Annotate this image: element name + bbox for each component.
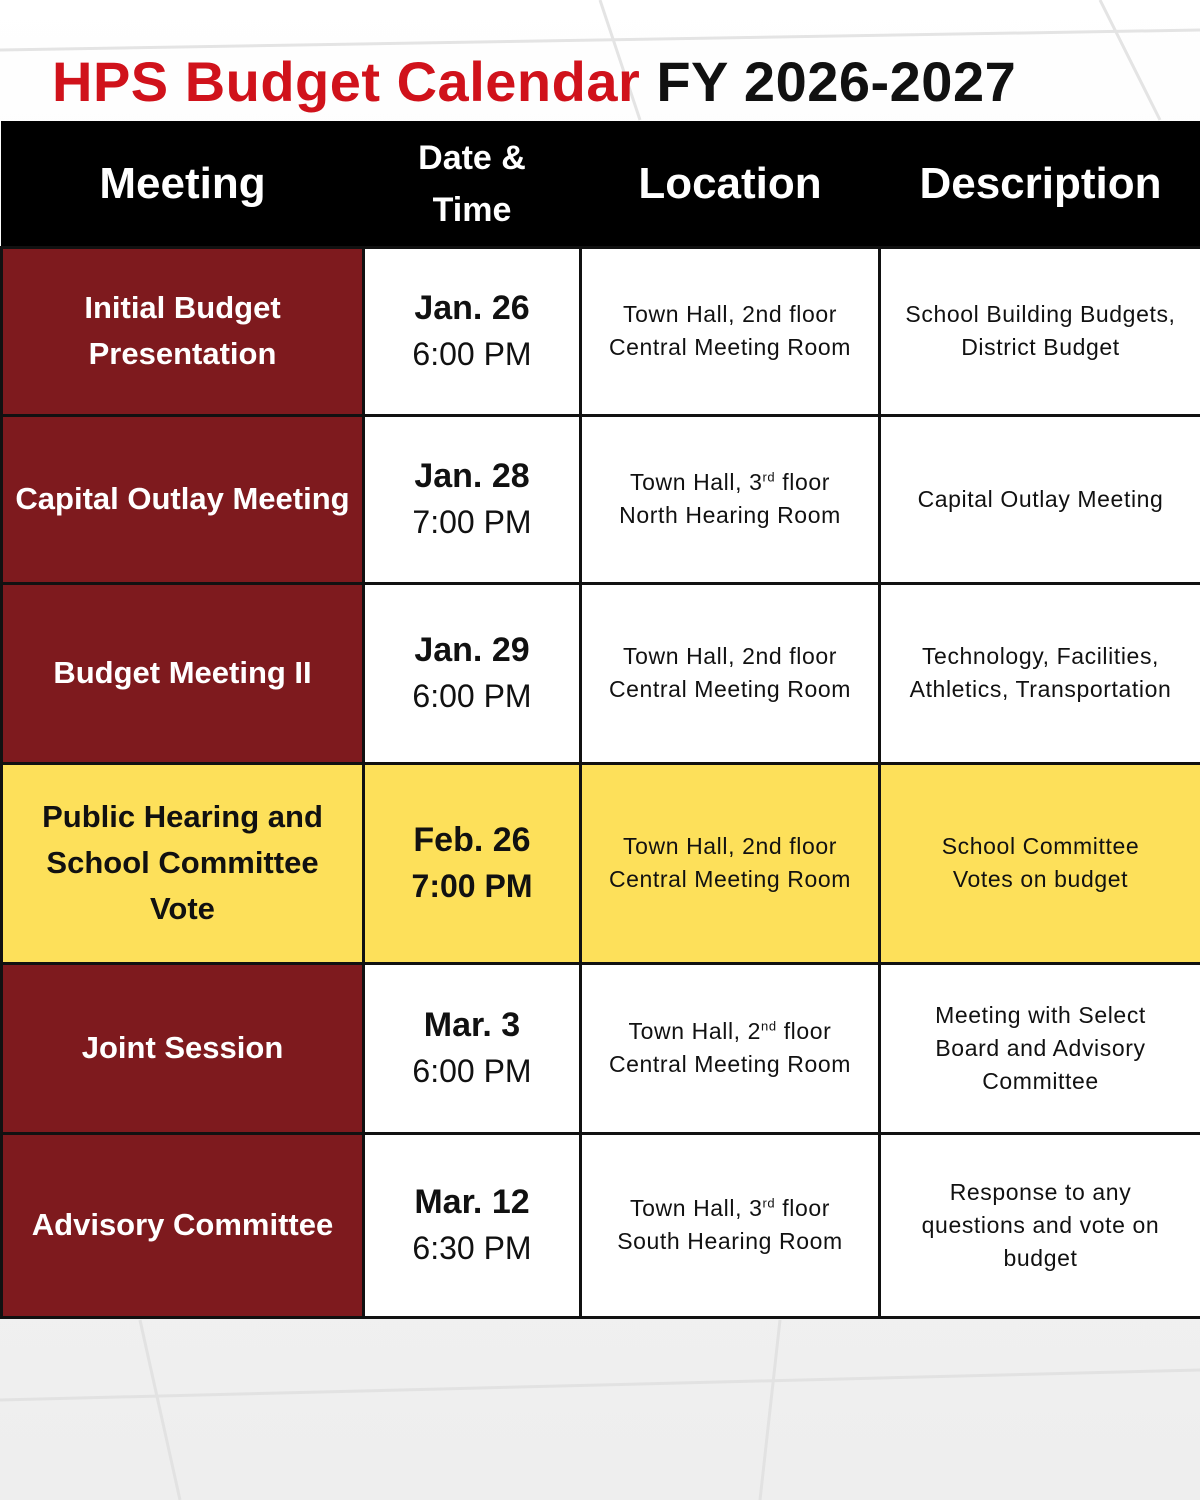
description-cell bbox=[880, 763, 1200, 963]
meeting-cell bbox=[2, 763, 364, 963]
location-ordinal-suffix: rd bbox=[762, 1195, 776, 1211]
description-line2: Votes on budget bbox=[952, 866, 1129, 892]
page-title bbox=[52, 52, 1016, 112]
table-row bbox=[2, 247, 1200, 415]
meeting-cell bbox=[2, 583, 364, 763]
location-line1 bbox=[590, 298, 870, 331]
location-line1: Town Hall, 2nd floor bbox=[623, 833, 837, 859]
description-line1: Response to any bbox=[949, 1178, 1132, 1205]
location-line1-text: Town Hall, 2nd floor bbox=[623, 301, 837, 327]
meeting-cell bbox=[2, 963, 364, 1133]
location-line1-post: floor bbox=[776, 1018, 832, 1044]
meeting-name: Budget Meeting II bbox=[53, 655, 312, 690]
location-line2: North Hearing Room bbox=[619, 502, 841, 528]
description-line1: Technology, Facilities, bbox=[921, 643, 1160, 669]
table-row bbox=[2, 415, 1200, 583]
description-cell bbox=[880, 1133, 1200, 1317]
meeting-name: Joint Session bbox=[81, 1030, 284, 1065]
table-row bbox=[2, 963, 1200, 1133]
meeting-time: 6:00 PM bbox=[412, 1053, 532, 1089]
description-line2: questions and vote on bbox=[921, 1211, 1160, 1238]
location-line1-pre: Town Hall, 2 bbox=[628, 1018, 762, 1044]
location-line2: South Hearing Room bbox=[617, 1228, 843, 1254]
header-row bbox=[2, 122, 1200, 247]
meeting-name: Advisory Committee bbox=[31, 1207, 334, 1242]
date-cell bbox=[364, 247, 581, 415]
meeting-date: Jan. 28 bbox=[414, 457, 530, 495]
description-cell bbox=[880, 415, 1200, 583]
meeting-date: Mar. 12 bbox=[414, 1183, 530, 1221]
table-body bbox=[2, 247, 1200, 1317]
meeting-name: Public Hearing and School Committee Vote bbox=[42, 799, 323, 926]
location-ordinal-suffix: rd bbox=[762, 469, 776, 485]
meeting-date: Jan. 29 bbox=[414, 631, 530, 669]
description-line1: School Committee bbox=[941, 833, 1140, 859]
header-meeting: Meeting bbox=[2, 122, 364, 247]
location-line1-pre: Town Hall, 3 bbox=[630, 469, 763, 495]
title-hps-budget-calendar: HPS Budget Calendar bbox=[52, 50, 641, 113]
location-line1-pre: Town Hall, 3 bbox=[630, 1195, 763, 1221]
table-header bbox=[2, 122, 1200, 247]
location-line2: Central Meeting Room bbox=[608, 334, 852, 360]
meeting-time: 6:00 PM bbox=[412, 678, 532, 714]
description-line1: Meeting with Select bbox=[935, 1001, 1146, 1028]
meeting-date: Feb. 26 bbox=[413, 821, 531, 859]
location-cell bbox=[581, 415, 880, 583]
description-cell bbox=[880, 247, 1200, 415]
location-cell bbox=[581, 583, 880, 763]
table-row bbox=[2, 583, 1200, 763]
location-line1-post: floor bbox=[775, 469, 830, 495]
description-line2: Board and Advisory bbox=[935, 1034, 1146, 1061]
date-cell bbox=[364, 583, 581, 763]
date-cell bbox=[364, 763, 581, 963]
meeting-name: Capital Outlay Meeting bbox=[15, 481, 350, 516]
meeting-cell bbox=[2, 415, 364, 583]
table-row-highlighted bbox=[2, 763, 1200, 963]
meeting-time: 7:00 PM bbox=[412, 504, 532, 540]
description-line2: Athletics, Transportation bbox=[909, 676, 1172, 702]
description-line3: budget bbox=[1003, 1244, 1078, 1271]
location-line1-post: floor bbox=[775, 1195, 830, 1221]
meeting-name: Initial Budget Presentation bbox=[84, 290, 281, 371]
date-cell bbox=[364, 415, 581, 583]
location-line2: Central Meeting Room bbox=[608, 1051, 852, 1077]
header-date-line2: Time bbox=[432, 191, 512, 230]
header-location: Location bbox=[581, 122, 880, 247]
description-cell bbox=[880, 583, 1200, 763]
date-cell bbox=[364, 1133, 581, 1317]
location-line2: Central Meeting Room bbox=[608, 866, 852, 892]
description-line1: School Building Budgets, bbox=[905, 301, 1176, 327]
location-line1 bbox=[590, 1015, 870, 1048]
header-date-line1: Date & bbox=[418, 139, 526, 178]
table-row bbox=[2, 1133, 1200, 1317]
header-date-time bbox=[364, 122, 581, 247]
location-cell bbox=[581, 247, 880, 415]
description-line3: Committee bbox=[982, 1067, 1099, 1094]
meeting-date: Mar. 3 bbox=[423, 1006, 521, 1044]
location-cell bbox=[581, 763, 880, 963]
location-line1 bbox=[590, 1192, 870, 1225]
description-line2: District Budget bbox=[961, 334, 1120, 360]
location-line1 bbox=[590, 466, 870, 499]
date-cell bbox=[364, 963, 581, 1133]
meeting-time: 6:30 PM bbox=[412, 1230, 532, 1266]
meeting-cell bbox=[2, 247, 364, 415]
description-line1: Capital Outlay Meeting bbox=[917, 485, 1164, 512]
meeting-time: 7:00 PM bbox=[411, 868, 533, 904]
location-line2: Central Meeting Room bbox=[608, 676, 852, 702]
title-fiscal-year: FY 2026-2027 bbox=[656, 50, 1017, 113]
location-line1: Town Hall, 2nd floor bbox=[623, 643, 837, 669]
location-cell bbox=[581, 1133, 880, 1317]
budget-calendar-table bbox=[0, 121, 1200, 1319]
meeting-time: 6:00 PM bbox=[412, 336, 532, 372]
meeting-date: Jan. 26 bbox=[414, 289, 530, 327]
header-description: Description bbox=[880, 122, 1200, 247]
location-ordinal-suffix: nd bbox=[761, 1018, 777, 1034]
description-cell bbox=[880, 963, 1200, 1133]
location-cell bbox=[581, 963, 880, 1133]
meeting-cell bbox=[2, 1133, 364, 1317]
